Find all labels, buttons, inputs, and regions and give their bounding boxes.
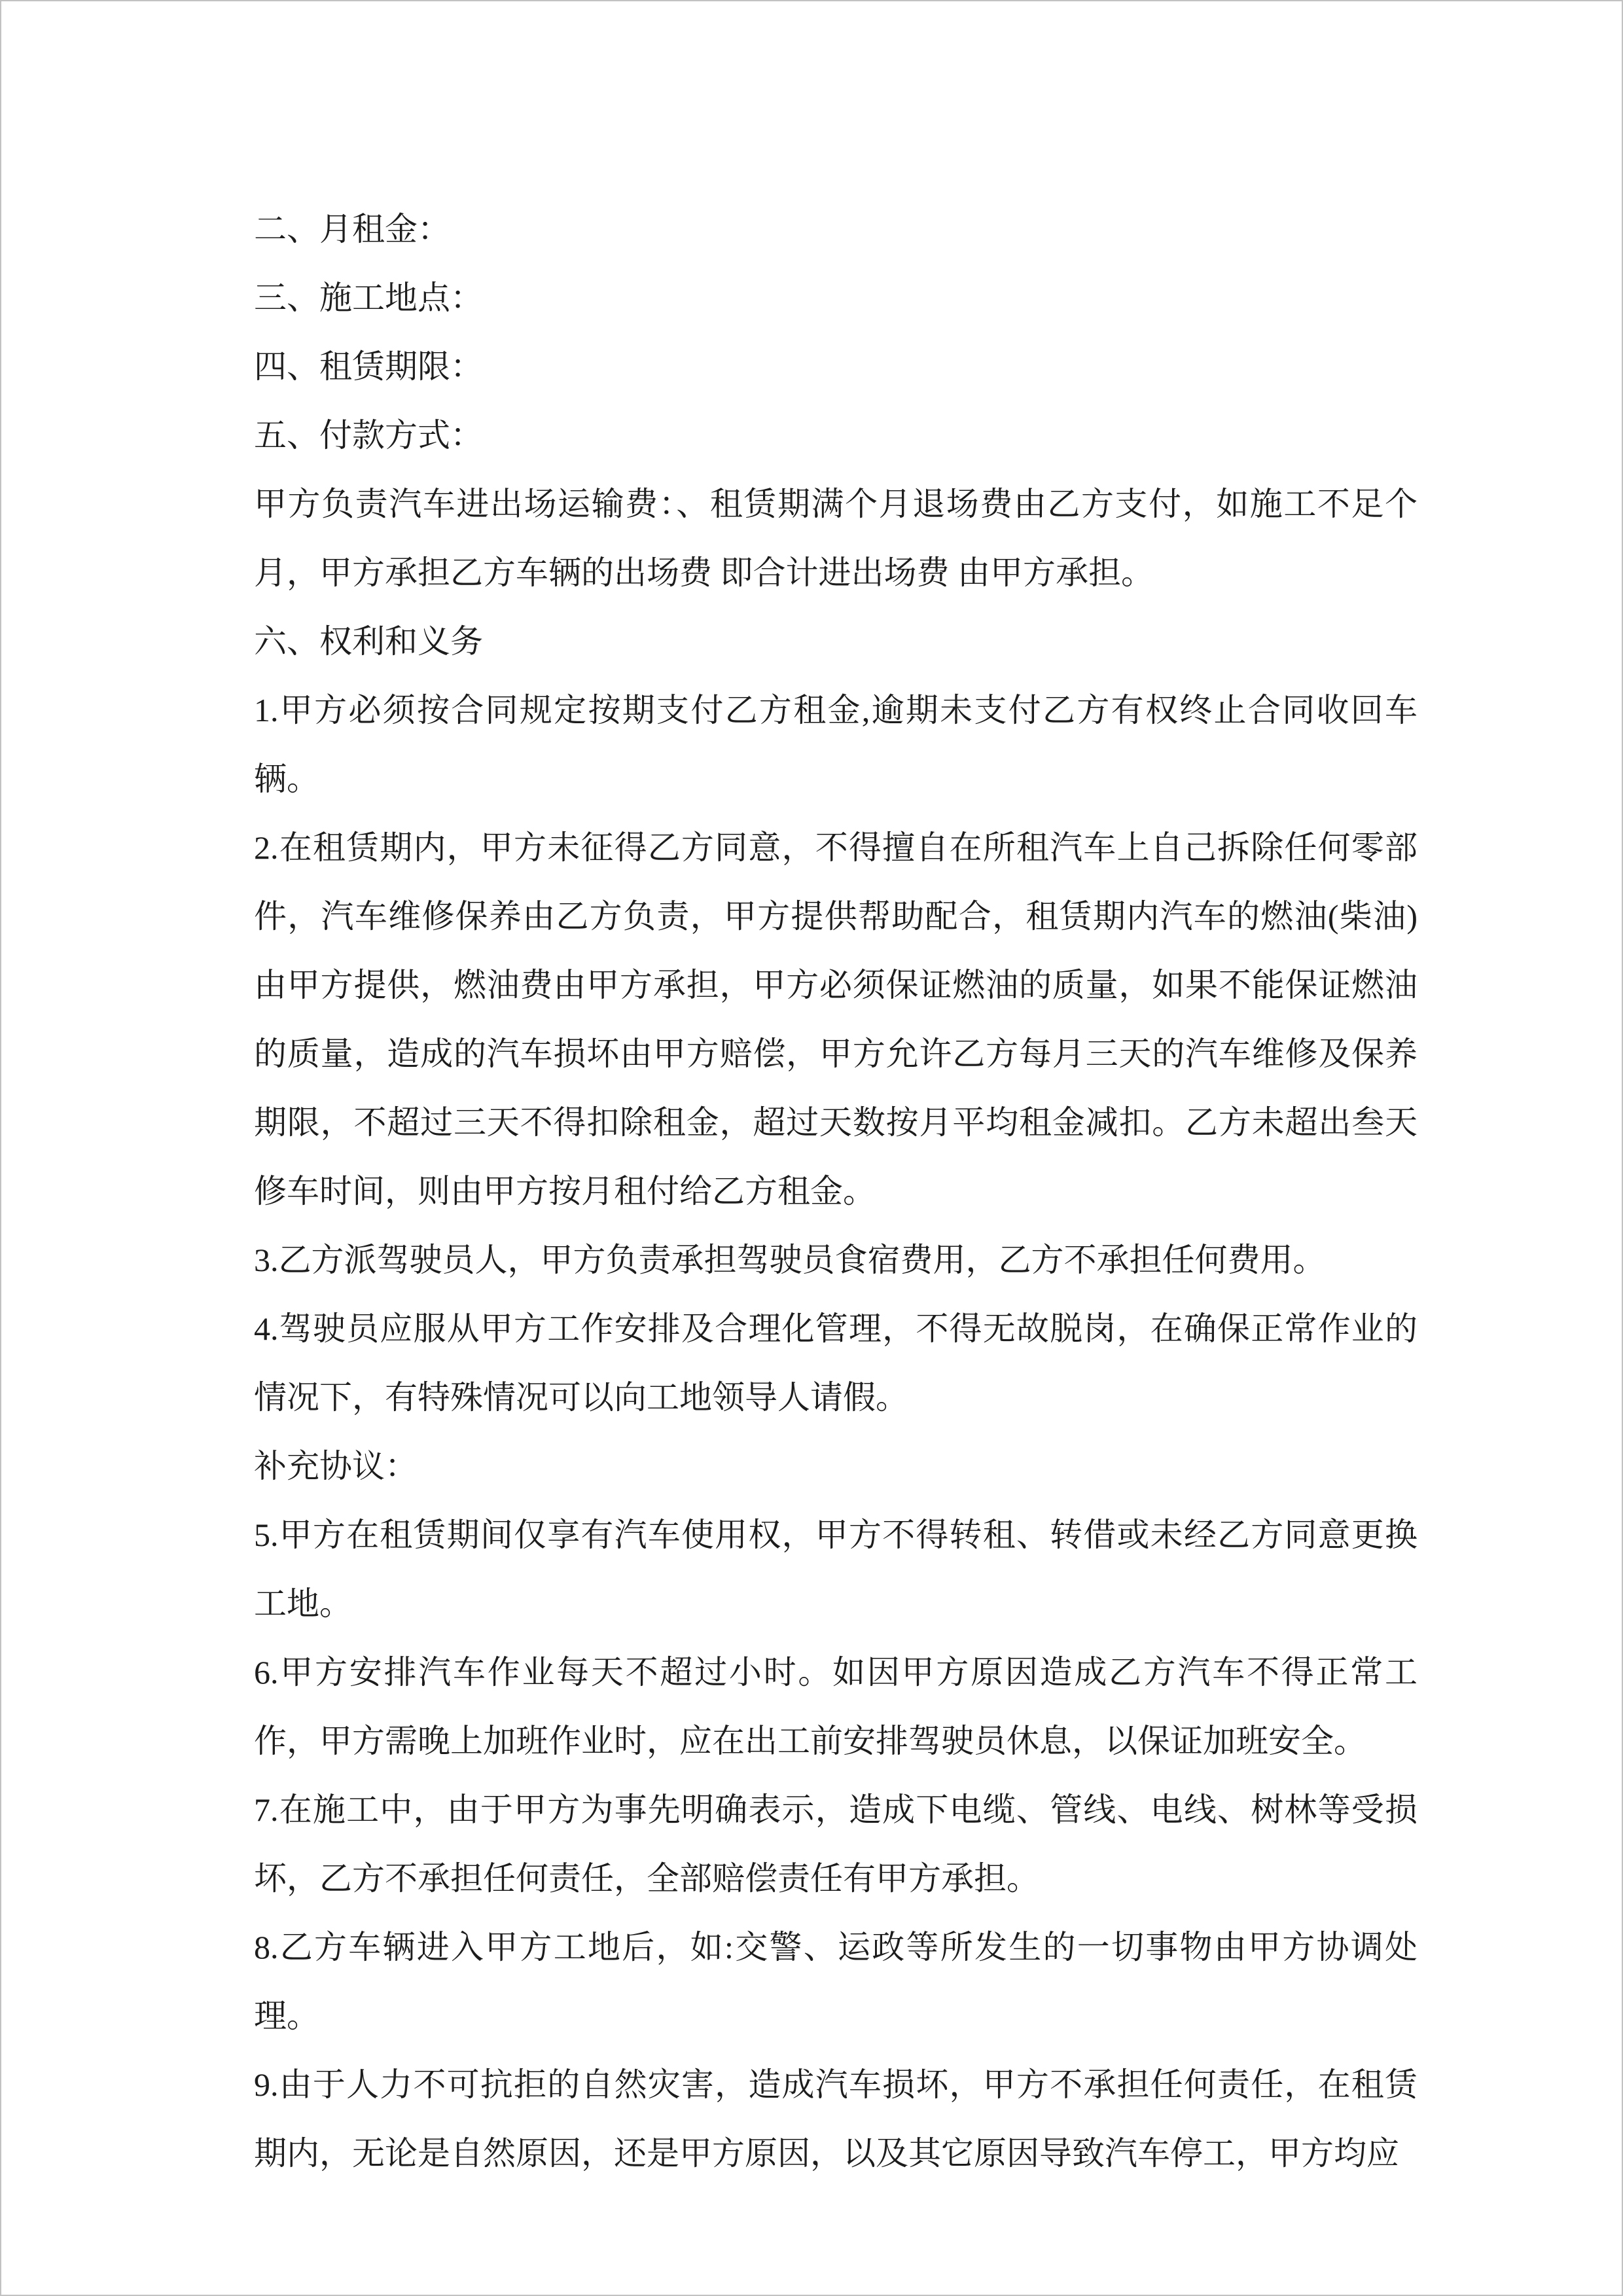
clause-item-5: 5.甲方在租赁期间仅享有汽车使用权，甲方不得转租、转借或未经乙方同意更换工地。 [254,1516,1418,1622]
clause-item-1: 1.甲方必须按合同规定按期支付乙方租金,逾期未支付乙方有权终止合同收回车辆。 [254,692,1418,797]
clause-heading-monthly-rent: 二、月租金： [254,211,450,247]
supplementary-agreement-label: 补充协议： [254,1448,418,1484]
clause-item-3: 3.乙方派驾驶员人，甲方负责承担驾驶员食宿费用，乙方不承担任何费用。 [254,1242,1326,1278]
contract-body [1,1,1622,2188]
clause-heading-work-site: 三、施工地点： [254,279,483,316]
clause-heading-payment-method: 五、付款方式： [254,417,483,454]
clause-item-9: 9.由于人力不可抗拒的自然灾害，造成汽车损坏，甲方不承担任何责任，在租赁期内，无论是自然原因，还是甲方原因，以及其它原因导致汽车停工，甲方均应 [254,2066,1418,2172]
clause-item-8: 8.乙方车辆进入甲方工地后，如:交警、运政等所发生的一切事物由甲方协调处理。 [254,1929,1418,2034]
clause-heading-rights-duties: 六、权利和义务 [254,623,483,660]
clause-item-6: 6.甲方安排汽车作业每天不超过小时。如因甲方原因造成乙方汽车不得正常工作，甲方需晚上加班作业时，应在出工前安排驾驶员休息，以保证加班安全。 [254,1654,1418,1759]
clause-transport-fee: 甲方负责汽车进出场运输费：、租赁期满个月退场费由乙方支付，如施工不足个月，甲方承担乙方车辆的出场费 即合计进出场费 由甲方承担。 [254,486,1418,591]
clause-item-4: 4.驾驶员应服从甲方工作安排及合理化管理，不得无故脱岗，在确保正常作业的情况下，有特殊情况可以向工地领导人请假。 [254,1310,1418,1416]
clause-heading-lease-term: 四、租赁期限： [254,348,483,385]
clause-item-2: 2.在租赁期内，甲方未征得乙方同意，不得擅自在所租汽车上自己拆除任何零部件，汽车维修保养由乙方负责，甲方提供帮助配合，租赁期内汽车的燃油(柴油)由甲方提供，燃油费由甲方承担，甲方必须保证燃油的质量，如果不能保证燃油的质量，造成的汽车损坏由甲方赔偿，甲方允许乙方每月三天的汽车维修及保养期限，不超过三天不得扣除租金，超过天数按月平均租金减扣。乙方未超出叁天修车时间，则由甲方按月租付给乙方租金。 [254,829,1418,1210]
clause-item-7: 7.在施工中，由于甲方为事先明确表示，造成下电缆、管线、电线、树林等受损坏，乙方不承担任何责任，全部赔偿责任有甲方承担。 [254,1791,1418,1897]
